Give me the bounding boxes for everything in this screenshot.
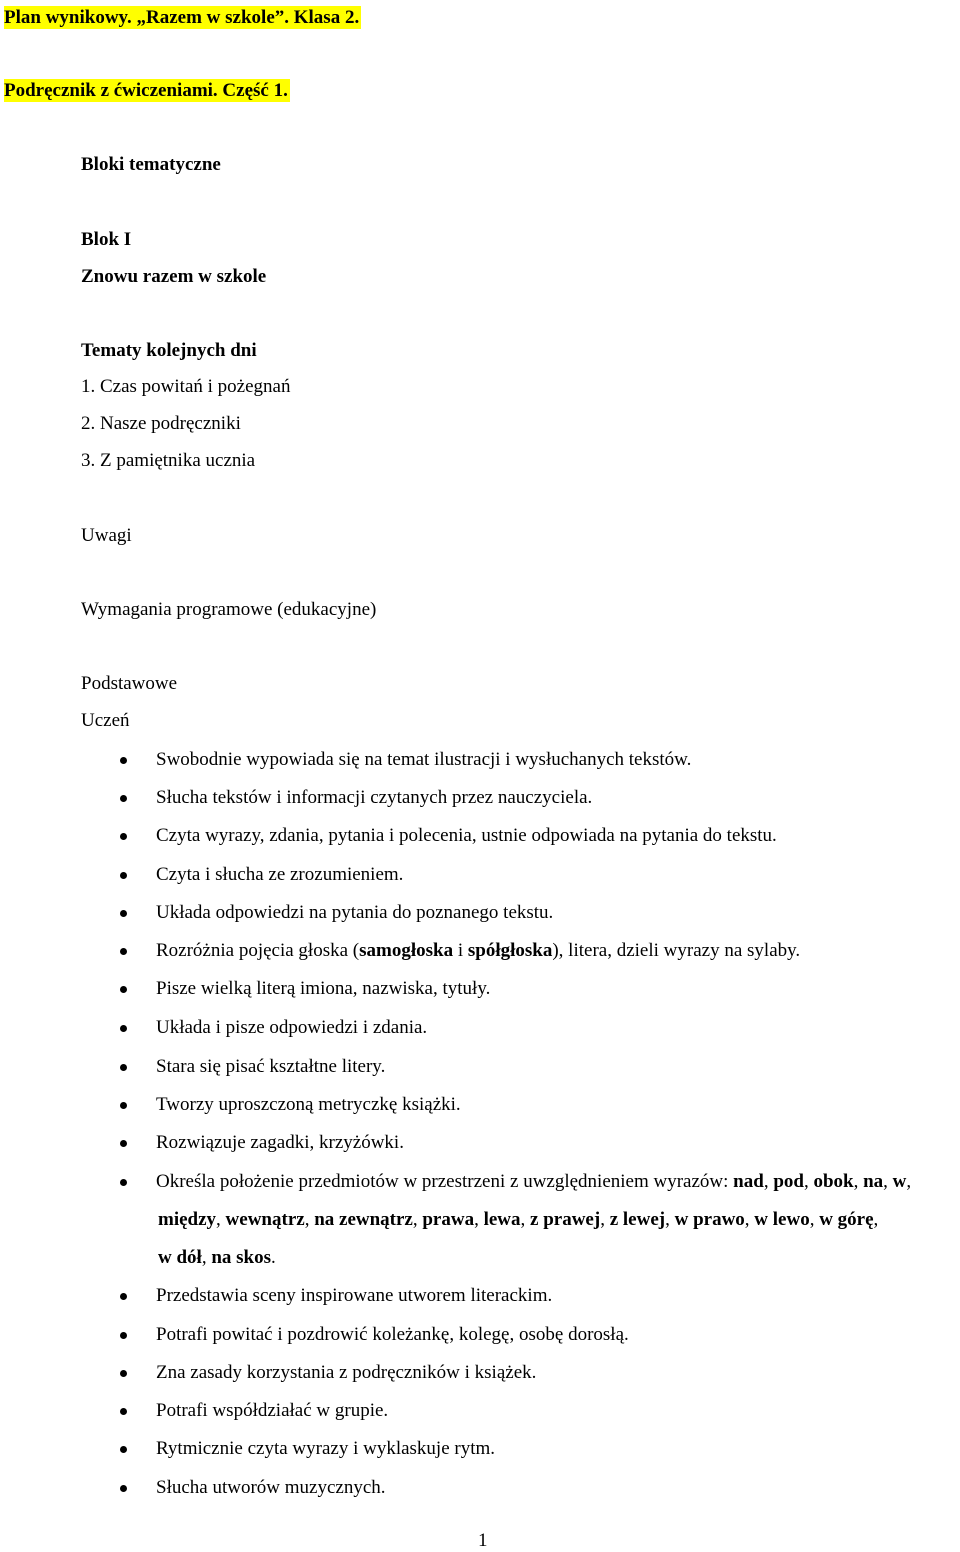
list-item: Słucha tekstów i informacji czytanych przez nauczyciela. <box>156 787 593 808</box>
list-item-distinguish <box>156 940 800 962</box>
spatial-word: między <box>158 1209 217 1230</box>
bullet-icon <box>120 1370 127 1377</box>
list-item: Pisze wielką literą imiona, nazwiska, tytuły. <box>156 978 491 999</box>
list-item: Stara się pisać kształtne litery. <box>156 1056 386 1077</box>
bullet-icon <box>120 910 127 917</box>
separator: , <box>412 1209 423 1230</box>
spatial-word: w górę <box>819 1209 874 1230</box>
bold-term: samogłoska <box>359 940 454 961</box>
separator: , <box>600 1209 610 1230</box>
spatial-word: w dół <box>158 1247 202 1268</box>
text-segment: Określa położenie przedmiotów w przestrzeni z uwzględnieniem wyrazów: <box>156 1171 734 1192</box>
basic-heading: Podstawowe <box>81 673 178 694</box>
text-segment: i <box>453 940 468 961</box>
separator: , <box>216 1209 226 1230</box>
student-heading: Uczeń <box>81 710 130 731</box>
list-item: Czyta wyrazy, zdania, pytania i polecenia, ustnie odpowiada na pytania do tekstu. <box>156 825 777 846</box>
page-subtitle: Podręcznik z ćwiczeniami. Część 1. <box>4 80 288 101</box>
list-item-position <box>156 1171 911 1193</box>
bullet-icon <box>120 833 127 840</box>
bullet-icon <box>120 1293 127 1300</box>
separator: . <box>271 1247 276 1268</box>
spatial-word: prawa <box>422 1209 475 1230</box>
bullet-icon <box>120 1446 127 1453</box>
separator: , <box>474 1209 484 1230</box>
spatial-word: nad <box>733 1171 764 1192</box>
separator: , <box>803 1171 814 1192</box>
topic-item: 2. Nasze podręczniki <box>81 413 241 434</box>
separator: , <box>744 1209 755 1230</box>
spatial-word: w lewo <box>754 1209 810 1230</box>
separator: , <box>201 1247 212 1268</box>
separator: , <box>763 1171 774 1192</box>
spatial-word: lewa <box>483 1209 521 1230</box>
bullet-icon <box>120 872 127 879</box>
page-title: Plan wynikowy. „Razem w szkole”. Klasa 2. <box>4 7 360 28</box>
spatial-word: na skos <box>211 1247 271 1268</box>
separator: , <box>665 1209 675 1230</box>
spatial-word: w prawo <box>674 1209 745 1230</box>
list-item: Tworzy uproszczoną metryczkę książki. <box>156 1094 461 1115</box>
bullet-icon <box>120 1485 127 1492</box>
requirements-heading: Wymagania programowe (edukacyjne) <box>81 599 377 620</box>
bullet-icon <box>120 795 127 802</box>
notes-heading: Uwagi <box>81 525 132 546</box>
spatial-word: w <box>892 1171 907 1192</box>
separator: , <box>906 1171 912 1192</box>
position-words-line2 <box>158 1209 878 1231</box>
list-item: Potrafi powitać i pozdrowić koleżankę, kolegę, osobę dorosłą. <box>156 1324 629 1345</box>
spatial-word: na <box>863 1171 884 1192</box>
spatial-word: z prawej <box>530 1209 601 1230</box>
separator: , <box>873 1209 879 1230</box>
bullet-icon <box>120 1332 127 1339</box>
spatial-word: na zewnątrz <box>314 1209 413 1230</box>
block-title: Znowu razem w szkole <box>81 266 267 287</box>
bullet-icon <box>120 1102 127 1109</box>
list-item: Przedstawia sceny inspirowane utworem literackim. <box>156 1285 553 1306</box>
list-item: Swobodnie wypowiada się na temat ilustracji i wysłuchanych tekstów. <box>156 749 692 770</box>
list-item: Słucha utworów muzycznych. <box>156 1477 386 1498</box>
spatial-word: obok <box>813 1171 854 1192</box>
blocks-heading: Bloki tematyczne <box>81 154 221 175</box>
list-item: Układa i pisze odpowiedzi i zdania. <box>156 1017 428 1038</box>
bullet-icon <box>120 1064 127 1071</box>
topics-heading: Tematy kolejnych dni <box>81 340 257 361</box>
bullet-icon <box>120 986 127 993</box>
bullet-icon <box>120 1408 127 1415</box>
list-item: Rytmicznie czyta wyrazy i wyklaskuje rytm. <box>156 1438 496 1459</box>
bullet-icon <box>120 1025 127 1032</box>
topic-item: 3. Z pamiętnika ucznia <box>81 450 256 471</box>
bold-term: spółgłoska <box>467 940 553 961</box>
separator: , <box>853 1171 864 1192</box>
list-item: Rozwiązuje zagadki, krzyżówki. <box>156 1132 404 1153</box>
spatial-word: z lewej <box>609 1209 666 1230</box>
separator: , <box>520 1209 531 1230</box>
bullet-icon <box>120 1179 127 1186</box>
bullet-icon <box>120 948 127 955</box>
separator: , <box>809 1209 820 1230</box>
list-item: Potrafi współdziałać w grupie. <box>156 1400 389 1421</box>
separator: , <box>304 1209 315 1230</box>
topic-item: 1. Czas powitań i pożegnań <box>81 376 291 397</box>
text-segment: Rozróżnia pojęcia głoska ( <box>156 940 360 961</box>
bullet-icon <box>120 757 127 764</box>
text-segment: ), litera, dzieli wyrazy na sylaby. <box>552 940 801 961</box>
position-words-line3 <box>158 1247 276 1269</box>
separator: , <box>883 1171 893 1192</box>
list-item: Układa odpowiedzi na pytania do poznanego tekstu. <box>156 902 554 923</box>
list-item: Czyta i słucha ze zrozumieniem. <box>156 864 404 885</box>
position-words-line1 <box>733 1171 911 1192</box>
spatial-word: wewnątrz <box>225 1209 305 1230</box>
block-name: Blok I <box>81 229 132 250</box>
spatial-word: pod <box>773 1171 804 1192</box>
list-item: Zna zasady korzystania z podręczników i książek. <box>156 1362 537 1383</box>
page-number: 1 <box>478 1530 488 1551</box>
bullet-icon <box>120 1140 127 1147</box>
